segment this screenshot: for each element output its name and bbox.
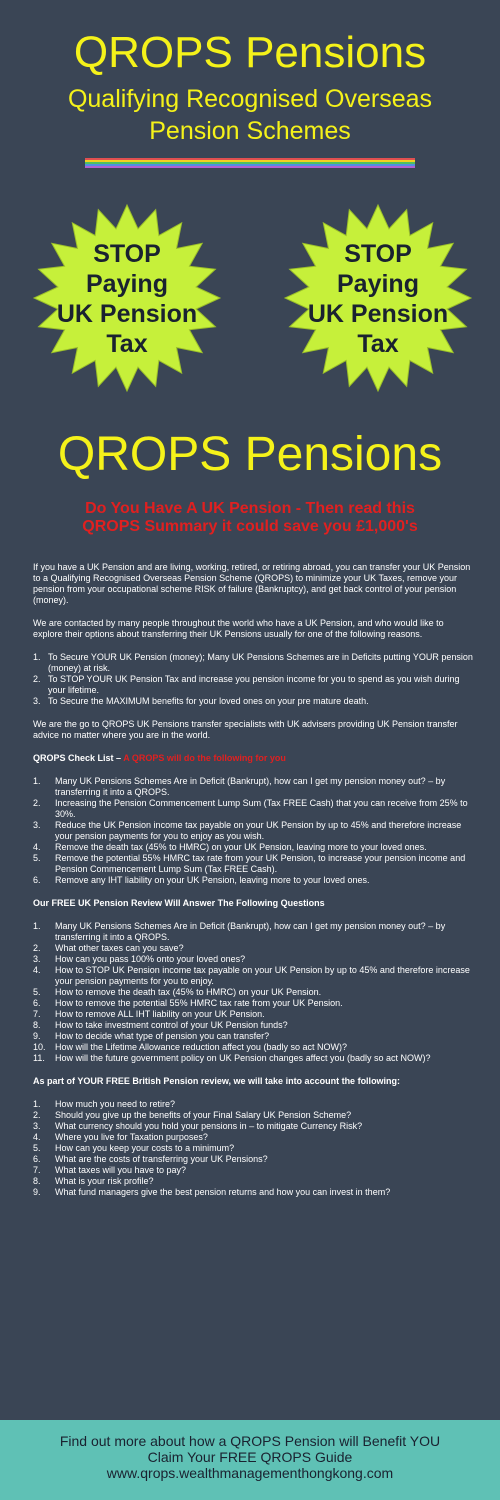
footer-line2[interactable]: Claim Your FREE QROPS Guide (147, 1449, 353, 1465)
list-item: 3. How can you pass 100% onto your loved ones? (33, 954, 246, 964)
starburst-line: UK Pension (307, 300, 449, 328)
go-to-paragraph: We are the go to QROPS UK Pensions transfer specialists with UK advisers providing UK Pension transfer advice no matter where you are in the world. (33, 719, 458, 740)
starburst-line: Paying (337, 270, 419, 298)
footer-cta-banner[interactable] (0, 1420, 500, 1500)
list-item: 1. Many UK Pensions Schemes Are in Deficit (Bankrupt), how can I get my pension money out? – by transferring it into a QROPS. (33, 776, 446, 797)
list-item: 6. Remove any IHT liability on your UK Pension, leaving more to your loved ones. (33, 875, 370, 885)
list-item: 2. Should you give up the benefits of your Final Salary UK Pension Scheme? (33, 1110, 352, 1120)
starburst-line: Tax (106, 330, 148, 358)
red-heading-line1: Do You Have A UK Pension - Then read this (85, 500, 415, 517)
list-item: 6. What are the costs of transferring your UK Pensions? (33, 1154, 268, 1164)
footer-line1: Find out more about how a QROPS Pension will Benefit YOU (59, 1433, 441, 1449)
decorative-divider (85, 158, 415, 168)
list-item: 5. Remove the potential 55% HMRC tax rate from your UK Pension, to increase your pension income and Pension Commencement Lump Sum (Tax FREE Cash). (33, 853, 466, 874)
list-item: 11. How will the future government policy on UK Pension changes affect you (badly so act NOW)? (33, 1053, 431, 1063)
subtitle-line2: Pension Schemes (149, 117, 351, 145)
subtitle-line1: Qualifying Recognised Overseas (67, 85, 433, 113)
list-item: 7. What taxes will you have to pay? (33, 1165, 187, 1175)
list-item: 5. How to remove the death tax (45% to HMRC) on your UK Pension. (33, 987, 322, 997)
starburst-line: Paying (86, 270, 168, 298)
starburst-line: Tax (357, 330, 399, 358)
list-item: 4. Where you live for Taxation purposes? (33, 1132, 208, 1142)
list-item: 2. To STOP YOUR UK Pension Tax and increase you pension income for you to spend as you wish during your lifetime. (33, 674, 460, 695)
list-item: 6. How to remove the potential 55% HMRC tax rate from your UK Pension. (33, 998, 343, 1008)
intro-paragraph: If you have a UK Pension and are living, working, retired, or retiring abroad, you can transfer your UK Pension to a Qualifying Recognised Overseas Pension Scheme (QROPS) to minimize your UK Taxes, remove your pension from your occupational scheme RISK of failure (Bankruptcy), and get back control of your pension (money). (33, 562, 471, 605)
list-item: 2. Increasing the Pension Commencement Lump Sum (Tax FREE Cash) that you can receive from 25% to 30%. (33, 798, 468, 819)
checklist (33, 776, 473, 886)
stop-tax-starburst-left (32, 203, 222, 393)
list-item: 1. Many UK Pensions Schemes Are in Deficit (Bankrupt), how can I get my pension money out? – by transferring it into a QROPS. (33, 921, 446, 942)
account-heading: As part of YOUR FREE British Pension review, we will take into account the following: (33, 1076, 401, 1086)
list-item: 8. How to take investment control of your UK Pension funds? (33, 1020, 288, 1030)
list-item: 3. Reduce the UK Pension income tax payable on your UK Pension by up to 45% and therefore increase your pension payments for you to enjoy as you wish. (33, 820, 462, 841)
article-body (33, 562, 473, 1210)
main-title: QROPS Pensions (73, 28, 427, 77)
list-item: 3. To Secure the MAXIMUM benefits for your loved ones on your pre mature death. (33, 696, 369, 706)
section-title: QROPS Pensions (57, 428, 443, 481)
starburst-line: UK Pension (56, 300, 198, 328)
list-item: 4. How to STOP UK Pension income tax payable on your UK Pension by up to 45% and therefore increase your pension payments for you to enjoy. (33, 965, 470, 986)
reasons-list (33, 652, 473, 707)
stop-tax-starburst-right (283, 203, 473, 393)
checklist-heading: QROPS Check List – A QROPS will do the following for you (33, 753, 286, 763)
list-item: 4. Remove the death tax (45% to HMRC) on your UK Pension, leaving more to your loved ones. (33, 842, 427, 852)
list-item: 1. To Secure YOUR UK Pension (money); Many UK Pensions Schemes are in Deficits putting YOUR pension (money) at risk. (33, 652, 473, 673)
red-heading-line2: QROPS Summary it could save you £1,000's (82, 518, 418, 535)
list-item: 7. How to remove ALL IHT liability on your UK Pension. (33, 1009, 265, 1019)
starburst-line: STOP (344, 240, 412, 268)
intro-paragraph: We are contacted by many people throughout the world who have a UK Pension, and who would like to explore their options about transferring their UK Pensions usually for one of the following reasons. (33, 618, 444, 639)
list-item: 9. What fund managers give the best pension returns and how you can invest in them? (33, 1187, 391, 1197)
list-item: 2. What other taxes can you save? (33, 943, 184, 953)
list-item: 10. How will the Lifetime Allowance reduction affect you (badly so act NOW)? (33, 1042, 347, 1052)
list-item: 9. How to decide what type of pension you can transfer? (33, 1031, 270, 1041)
account-list (33, 1099, 473, 1198)
list-item: 8. What is your risk profile? (33, 1176, 154, 1186)
list-item: 1. How much you need to retire? (33, 1099, 176, 1109)
starburst-line: STOP (93, 240, 161, 268)
footer-website-link[interactable]: www.qrops.wealthmanagementhongkong.com (106, 1465, 394, 1481)
review-heading: Our FREE UK Pension Review Will Answer The Following Questions (33, 898, 325, 908)
list-item: 5. How can you keep your costs to a minimum? (33, 1143, 235, 1153)
review-questions-list (33, 921, 473, 1064)
list-item: 3. What currency should you hold your pensions in – to mitigate Currency Risk? (33, 1121, 363, 1131)
